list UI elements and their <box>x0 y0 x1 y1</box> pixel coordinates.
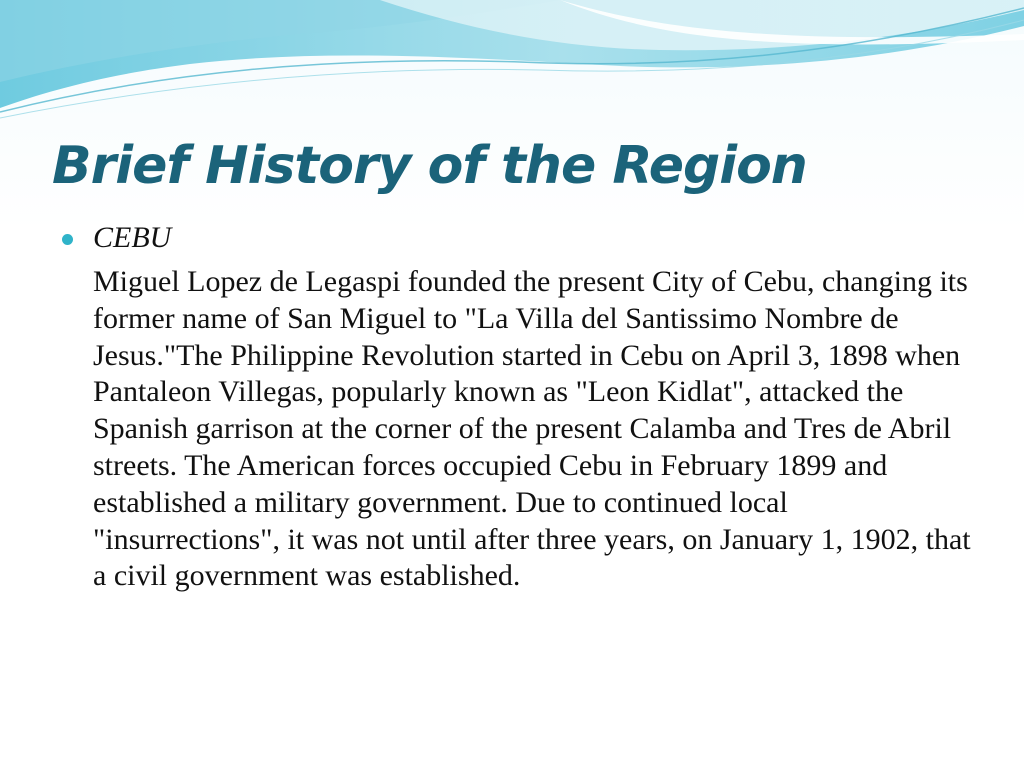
bullet-heading: CEBU <box>93 221 172 254</box>
slide-content <box>62 218 971 595</box>
slide-title: Brief History of the Region <box>52 136 807 196</box>
bullet-dot-icon <box>62 234 73 245</box>
decorative-wave-header <box>0 0 1024 130</box>
bullet-body-text: Miguel Lopez de Legaspi founded the present City of Cebu, changing its former name of San Miguel to "La Villa del Santissimo Nombre de Jesus."The Philippine Revolution started in Cebu on April 3, 1898 when Pantaleon Villegas, popularly known as "Leon Kidlat", attacked the Spanish garrison at the corner of the present Calamba and Tres de Abril streets. The American forces occupied Cebu in February 1899 and established a military government. Due to continued local "insurrections", it was not until after three years, on January 1, 1902, that a civil government was established. <box>93 265 971 593</box>
bullet-item <box>62 218 962 258</box>
